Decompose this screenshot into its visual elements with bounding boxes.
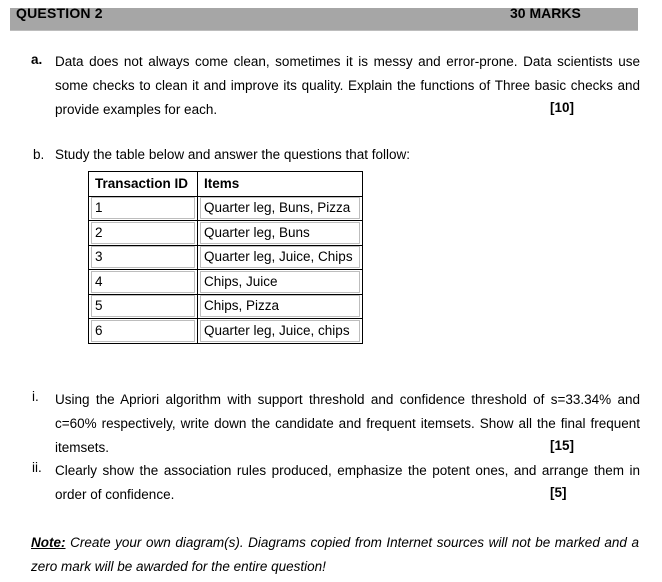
table-cell-items: Quarter leg, Buns bbox=[198, 221, 363, 246]
table-cell-items: Quarter leg, Juice, chips bbox=[198, 319, 363, 344]
part-ii-line-1: Clearly show the association rules produced, emphasize the potent ones, and arrange them in bbox=[55, 463, 640, 478]
part-a-marks: [10] bbox=[550, 100, 575, 115]
table-cell-id: 5 bbox=[89, 294, 198, 319]
question-marks: 30 MARKS bbox=[510, 5, 581, 21]
part-ii-line-2: order of confidence. bbox=[55, 487, 175, 502]
table-cell-id: 1 bbox=[89, 196, 198, 221]
part-i-marks: [15] bbox=[550, 438, 575, 453]
part-ii-marks: [5] bbox=[550, 485, 567, 500]
part-i-line-3: itemsets. bbox=[55, 440, 110, 455]
table-cell-id: 4 bbox=[89, 270, 198, 295]
part-i-label: i. bbox=[32, 389, 39, 404]
table-header-items: Items bbox=[198, 172, 363, 197]
table-header-transaction-id: Transaction ID bbox=[89, 172, 198, 197]
table-cell-id: 6 bbox=[89, 319, 198, 344]
part-a-line-1: Data does not always come clean, sometimes it is messy and error-prone. Data scientists use bbox=[55, 54, 640, 69]
part-i-line-2: c=60% respectively, write down the candidate and frequent itemsets. Show all the final frequent bbox=[55, 416, 640, 431]
question-header-bar bbox=[10, 5, 638, 31]
table-cell-items: Quarter leg, Juice, Chips bbox=[198, 245, 363, 270]
part-b-text: Study the table below and answer the questions that follow: bbox=[55, 147, 410, 162]
table-row bbox=[89, 270, 363, 295]
part-b-label: b. bbox=[33, 147, 45, 162]
transaction-table bbox=[88, 171, 363, 344]
table-cell-items: Chips, Pizza bbox=[198, 294, 363, 319]
table-row bbox=[89, 294, 363, 319]
note-line-1 bbox=[31, 531, 639, 555]
table-cell-items: Quarter leg, Buns, Pizza bbox=[198, 196, 363, 221]
note-text-1: Create your own diagram(s). Diagrams copied from Internet sources will not be marked and a bbox=[70, 535, 639, 550]
note-label: Note: bbox=[31, 535, 66, 550]
table-cell-id: 2 bbox=[89, 221, 198, 246]
question-title: QUESTION 2 bbox=[16, 5, 103, 21]
table-row bbox=[89, 319, 363, 344]
table-row bbox=[89, 245, 363, 270]
part-a-line-2: some checks to clean it and improve its quality. Explain the functions of Three basic checks and bbox=[55, 78, 640, 93]
note-line-2: zero mark will be awarded for the entire question! bbox=[31, 559, 326, 574]
note-block bbox=[31, 531, 639, 579]
table-row bbox=[89, 221, 363, 246]
part-i-line-1: Using the Apriori algorithm with support threshold and confidence threshold of s=33.34% and bbox=[55, 392, 640, 407]
part-a-label: a. bbox=[31, 52, 43, 67]
part-ii-label: ii. bbox=[32, 460, 42, 475]
table-row bbox=[89, 196, 363, 221]
part-a-line-3: provide examples for each. bbox=[55, 102, 218, 117]
table-header-row bbox=[89, 172, 363, 197]
table-cell-items: Chips, Juice bbox=[198, 270, 363, 295]
table-cell-id: 3 bbox=[89, 245, 198, 270]
